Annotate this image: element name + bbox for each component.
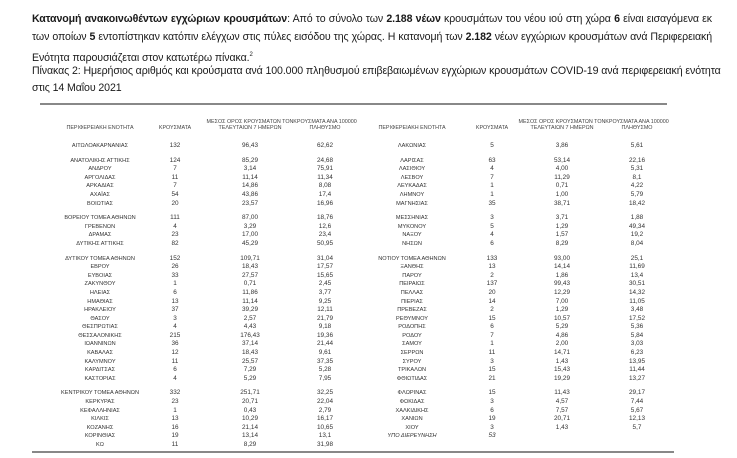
cell-cases: 3 <box>173 314 177 322</box>
cell-cases: 11 <box>171 173 179 181</box>
cell-region: ΑΝΔΡΟΥ <box>88 166 112 173</box>
cell-avg7: 21,14 <box>242 423 258 431</box>
cell-per100k: 9,25 <box>318 297 332 305</box>
cell-per100k: 5,61 <box>630 142 644 149</box>
cell-cases: 4 <box>490 165 494 173</box>
cell-cases: 11 <box>488 349 496 357</box>
cell-per100k: 11,05 <box>629 297 645 305</box>
cell-per100k: 9,18 <box>318 323 332 331</box>
cell-per100k: 5,67 <box>630 406 644 414</box>
cell-cases: 6 <box>490 406 494 414</box>
cell-cases: 12 <box>171 349 179 357</box>
cell-avg7: 14,14 <box>554 263 570 271</box>
header-avg7: ΜΕΣΟΣ ΟΡΟΣ ΚΡΟΥΣΜΑΤΩΝ ΤΟΝ ΤΕΛΕΥΤΑΙΩΝ 7 ΗΜΕΡΩΝ <box>518 118 606 132</box>
cell-cases: 6 <box>490 323 494 331</box>
cell-avg7: 13,14 <box>242 432 258 440</box>
cell-per100k: 5,84 <box>630 331 644 339</box>
cell-region: ΠΕΛΛΑΣ <box>400 289 424 296</box>
cell-region: ΚΟΡΙΝΘΙΑΣ <box>84 433 116 440</box>
intro-text: : Από το σύνολο των <box>287 13 387 25</box>
cell-cases: 11 <box>171 357 179 365</box>
cell-per100k: 49,34 <box>629 222 645 230</box>
cell-avg7: 37,14 <box>242 340 258 348</box>
cell-per100k: 21,79 <box>317 314 333 322</box>
cell-cases: 5 <box>490 222 494 230</box>
intro-text: νέων εγχώριων κρουσμάτων ανά Περιφερειακή Ενότητα παρουσιάζεται στον κατωτέρω πίνακα. <box>32 31 712 64</box>
cell-region: ΚΕΝΤΡΙΚΟΥ ΤΟΜΕΑ ΑΘΗΝΩΝ <box>60 390 139 397</box>
cell-per100k: 22,16 <box>629 156 645 164</box>
cell-cases: 7 <box>490 173 494 181</box>
cell-cases: 124 <box>169 156 181 164</box>
cell-region: ΡΕΘΥΜΝΟΥ <box>396 315 428 322</box>
cell-avg7: 251,71 <box>240 389 260 397</box>
cell-region: ΚΑΒΑΛΑΣ <box>87 350 113 357</box>
intro-text: εντοπίστηκαν κατόπιν ελέγχων στις πύλες εισόδου της χώρας. Η κατανομή των <box>95 31 466 43</box>
header-per100k: ΚΡΟΥΣΜΑΤΑ ΑΝΑ 100000 ΠΛΗΘΥΣΜΟ <box>605 118 669 132</box>
cell-avg7: 20,71 <box>242 398 258 406</box>
cell-cases: 54 <box>171 190 179 198</box>
cell-avg7: 43,86 <box>242 190 258 198</box>
cell-per100k: 31,98 <box>317 441 333 448</box>
cell-region: ΠΡΕΒΕΖΑΣ <box>397 307 427 314</box>
cell-cases: 137 <box>486 280 498 288</box>
cell-avg7: 5,29 <box>243 374 257 382</box>
cell-per100k: 19,36 <box>317 331 333 339</box>
cell-per100k: 5,79 <box>630 190 644 198</box>
intro-text: κρουσμάτων του νέου ιού στη χώρα <box>440 13 615 25</box>
cell-avg7: 11,14 <box>242 297 258 305</box>
cell-region: ΑΡΚΑΔΙΑΣ <box>86 183 114 190</box>
cell-region: ΚΑΡΔΙΤΣΑΣ <box>84 367 116 374</box>
cell-avg7: 2,57 <box>243 314 257 322</box>
cell-per100k: 5,28 <box>318 366 332 374</box>
cell-cases: 3 <box>490 398 494 406</box>
cell-region: ΡΟΔΟΠΗΣ <box>398 324 426 331</box>
cell-avg7: 1,86 <box>555 271 569 279</box>
cell-region: ΑΧΑΪΑΣ <box>90 191 110 198</box>
cell-per100k: 62,62 <box>317 142 333 149</box>
cell-avg7: 38,71 <box>554 199 570 207</box>
cell-cases: 1 <box>490 340 494 348</box>
cell-region: ΚΩ <box>96 442 104 448</box>
cell-per100k: 37,35 <box>317 357 333 365</box>
intro-imported: 6 <box>614 13 620 25</box>
cell-per100k: 13,1 <box>318 432 332 440</box>
cell-region: ΧΑΝΙΩΝ <box>401 416 423 423</box>
cell-avg7: 19,29 <box>554 374 570 382</box>
cell-cases: 152 <box>169 254 181 262</box>
cell-cases: 4 <box>173 374 177 382</box>
cell-avg7: 7,57 <box>555 406 569 414</box>
cell-avg7: 1,29 <box>555 222 569 230</box>
cell-per100k: 7,44 <box>630 398 644 406</box>
cell-region: ΚΕΡΚΥΡΑΣ <box>85 399 115 406</box>
cell-cases: 3 <box>490 214 494 222</box>
cell-region: ΕΥΒΟΙΑΣ <box>87 272 113 279</box>
cell-region: ΛΑΡΙΣΑΣ <box>400 157 424 164</box>
cell-avg7: 23,57 <box>242 199 258 207</box>
cell-per100k: 18,76 <box>317 214 333 222</box>
cell-avg7: 93,00 <box>554 254 570 262</box>
cell-region: ΚΕΦΑΛΛΗΝΙΑΣ <box>80 407 120 414</box>
cell-per100k: 15,65 <box>317 271 333 279</box>
cell-region: ΔΥΤΙΚΟΥ ΤΟΜΕΑ ΑΘΗΝΩΝ <box>65 255 135 262</box>
cell-avg7: 5,29 <box>555 323 569 331</box>
cell-cases: 20 <box>171 199 179 207</box>
cell-per100k: 30,51 <box>629 280 645 288</box>
cell-region: ΤΡΙΚΑΛΩΝ <box>397 367 427 374</box>
cell-cases: 82 <box>171 239 179 247</box>
cell-cases: 6 <box>173 288 177 296</box>
cell-cases: 19 <box>488 415 496 423</box>
cell-cases: 4 <box>173 222 177 230</box>
cell-region: ΣΑΜΟΥ <box>402 341 422 348</box>
cell-avg7: 8,29 <box>243 441 257 448</box>
cell-avg7: 18,43 <box>242 349 258 357</box>
cell-region: ΘΑΣΟΥ <box>90 315 110 322</box>
cell-per100k: 1,88 <box>630 214 644 222</box>
cell-region: ΓΡΕΒΕΝΩΝ <box>84 223 116 230</box>
cell-avg7: 17,00 <box>242 231 258 239</box>
cell-cases: 26 <box>171 263 179 271</box>
header-cases: ΚΡΟΥΣΜΑΤΑ <box>475 125 509 132</box>
cell-per100k: 23,4 <box>318 231 332 239</box>
cell-cases: 23 <box>171 398 179 406</box>
cell-per100k: 4,22 <box>630 182 644 190</box>
cell-cases: 15 <box>488 389 496 397</box>
cell-region: ΒΟΡΕΙΟΥ ΤΟΜΕΑ ΑΘΗΝΩΝ <box>64 215 136 222</box>
cell-avg7: 99,43 <box>554 280 570 288</box>
cell-cases: 33 <box>171 271 179 279</box>
cell-per100k: 5,31 <box>630 165 644 173</box>
cell-per100k: 8,04 <box>630 239 644 247</box>
cell-region: ΠΑΡΟΥ <box>402 272 422 279</box>
cell-avg7: 0,71 <box>243 280 257 288</box>
cell-avg7: 10,57 <box>554 314 570 322</box>
cell-cases: 2 <box>490 306 494 314</box>
cell-avg7: 176,43 <box>240 331 260 339</box>
cell-region: ΧΑΛΚΙΔΙΚΗΣ <box>395 407 429 414</box>
cell-avg7: 20,71 <box>554 415 570 423</box>
cell-per100k: 19,2 <box>630 231 644 239</box>
cell-cases: 20 <box>488 288 496 296</box>
cell-region: ΚΙΛΚΙΣ <box>91 416 109 423</box>
cell-per100k: 32,25 <box>317 389 333 397</box>
cell-cases: 1 <box>173 280 177 288</box>
cell-cases: 1 <box>173 406 177 414</box>
intro-lead: Κατανομή ανακοινωθέντων εγχώριων κρουσμάτων <box>32 13 288 25</box>
cell-cases: 13 <box>171 415 179 423</box>
cell-region: ΛΗΜΝΟΥ <box>399 191 425 198</box>
cell-avg7: 4,00 <box>555 165 569 173</box>
cell-avg7: 1,43 <box>555 357 569 365</box>
cell-cases: 111 <box>170 214 180 222</box>
cell-per100k: 6,23 <box>630 349 644 357</box>
cell-cases: 6 <box>173 366 177 374</box>
cell-cases: 1 <box>490 190 494 198</box>
cell-region: ΦΘΙΩΤΙΔΑΣ <box>396 375 428 382</box>
cell-avg7: 4,86 <box>555 331 569 339</box>
cell-per100k: 8,1 <box>632 173 642 181</box>
cell-per100k: 17,57 <box>317 263 333 271</box>
cell-avg7: 109,71 <box>240 254 260 262</box>
cell-per100k: 22,04 <box>317 398 333 406</box>
cell-region: ΘΕΣΠΡΩΤΙΑΣ <box>82 324 118 331</box>
cell-per100k: 16,17 <box>317 415 333 423</box>
cell-per100k: 2,79 <box>318 406 332 414</box>
cell-avg7: 1,00 <box>555 190 569 198</box>
cell-avg7: 3,71 <box>555 214 569 222</box>
cell-per100k: 14,32 <box>629 288 645 296</box>
cell-avg7: 3,29 <box>243 222 257 230</box>
cell-cases: 5 <box>490 142 494 149</box>
cell-avg7: 0,71 <box>555 182 569 190</box>
cell-avg7: 96,43 <box>242 142 258 149</box>
cell-region: ΝΑΞΟΥ <box>402 232 422 239</box>
cell-avg7: 12,29 <box>554 288 570 296</box>
table-bottom-rule <box>32 451 674 453</box>
cell-region: ΗΜΑΘΙΑΣ <box>87 298 113 305</box>
footnote-ref[interactable]: 2 <box>249 52 253 58</box>
cell-per100k: 5,36 <box>630 323 644 331</box>
cell-region: ΔΡΑΜΑΣ <box>88 232 112 239</box>
cell-avg7: 45,29 <box>242 239 258 247</box>
table-caption: Πίνακας 2: Ημερήσιος αριθμός και κρούσματα ανά 100.000 πληθυσμού επιβεβαιωμένων εγχώριων κρουσμάτων COVID-19 ανά περιφερειακή ενότητα στις 14 Μαΐου 2021 <box>32 65 721 94</box>
cell-per100k: 18,42 <box>629 199 645 207</box>
cell-region: ΙΩΑΝΝΙΝΩΝ <box>84 341 116 348</box>
intro-total: 2.188 νέων <box>386 13 441 25</box>
cell-cases: 7 <box>173 182 177 190</box>
cell-region: ΜΕΣΣΗΝΙΑΣ <box>395 215 429 222</box>
cell-per100k: 13,4 <box>630 271 644 279</box>
cell-avg7: 15,43 <box>554 366 570 374</box>
cell-per100k: 29,17 <box>629 389 645 397</box>
cell-per100k: 8,08 <box>318 182 332 190</box>
cell-region: ΜΑΓΝΗΣΙΑΣ <box>396 200 428 207</box>
cell-region: ΣΥΡΟΥ <box>402 358 422 365</box>
cell-cases: 13 <box>171 297 179 305</box>
cell-avg7: 53,14 <box>554 156 570 164</box>
cell-region: ΚΑΛΥΜΝΟΥ <box>84 358 116 365</box>
cell-avg7: 11,43 <box>554 389 570 397</box>
cell-cases: 16 <box>171 423 179 431</box>
cell-region: ΝΟΤΙΟΥ ΤΟΜΕΑ ΑΘΗΝΩΝ <box>378 255 446 262</box>
cell-region: ΖΑΚΥΝΘΟΥ <box>84 281 116 288</box>
cell-cases: 215 <box>169 331 181 339</box>
cell-region: ΗΛΕΙΑΣ <box>89 289 111 296</box>
cell-avg7: 87,00 <box>242 214 258 222</box>
cell-per100k: 3,03 <box>630 340 644 348</box>
cell-per100k: 24,68 <box>317 156 333 164</box>
cell-avg7: 14,86 <box>242 182 258 190</box>
cell-avg7: 8,29 <box>555 239 569 247</box>
cell-cases: 11 <box>171 441 179 448</box>
cell-avg7: 1,43 <box>555 423 569 431</box>
cell-cases: 3 <box>490 423 494 431</box>
cell-avg7: 25,57 <box>242 357 258 365</box>
cell-per100k: 13,27 <box>629 374 645 382</box>
cell-region: ΑΝΑΤΟΛΙΚΗΣ ΑΤΤΙΚΗΣ <box>70 157 130 164</box>
cell-per100k: 9,61 <box>318 349 332 357</box>
cell-cases: 36 <box>171 340 179 348</box>
cell-per100k: 11,44 <box>629 366 645 374</box>
cell-region: ΧΙΟΥ <box>405 424 419 431</box>
cell-cases: 132 <box>169 142 181 149</box>
cell-avg7: 10,29 <box>242 415 258 423</box>
cell-per100k: 12,13 <box>629 415 645 423</box>
cell-region: ΠΕΙΡΑΙΩΣ <box>399 281 425 288</box>
cell-cases: 7 <box>173 165 177 173</box>
intro-paragraph <box>32 10 712 67</box>
cell-per100k: 16,96 <box>317 199 333 207</box>
cell-per100k: 13,95 <box>629 357 645 365</box>
cell-per100k: 12,11 <box>317 306 333 314</box>
cell-avg7: 14,71 <box>554 349 570 357</box>
cell-avg7: 27,57 <box>242 271 258 279</box>
cell-avg7: 18,43 <box>242 263 258 271</box>
cell-per100k: 25,1 <box>630 254 644 262</box>
cell-region: ΗΡΑΚΛΕΙΟΥ <box>84 307 116 314</box>
intro-text: είναι εισαγόμενα εκ των οποίων <box>32 13 712 43</box>
cell-region: ΔΥΤΙΚΗΣ ΑΤΤΙΚΗΣ <box>76 240 124 247</box>
cell-region: ΕΒΡΟΥ <box>90 264 110 271</box>
cell-avg7: 1,57 <box>555 231 569 239</box>
cell-per100k: 17,52 <box>629 314 645 322</box>
cell-per100k: 11,69 <box>629 263 645 271</box>
cell-per100k: 31,04 <box>317 254 333 262</box>
cell-cases: 35 <box>488 199 496 207</box>
header-avg7: ΜΕΣΟΣ ΟΡΟΣ ΚΡΟΥΣΜΑΤΩΝ ΤΟΝ ΤΕΛΕΥΤΑΙΩΝ 7 ΗΜΕΡΩΝ <box>206 118 294 132</box>
cell-region: ΝΗΣΩΝ <box>402 240 422 247</box>
cell-region: ΡΟΔΟΥ <box>402 332 422 339</box>
cell-avg7: 85,29 <box>242 156 258 164</box>
cell-per100k: 7,95 <box>318 374 332 382</box>
cell-avg7: 1,29 <box>555 306 569 314</box>
cell-cases: 332 <box>169 389 181 397</box>
cell-per100k: 3,48 <box>630 306 644 314</box>
cell-avg7: 4,57 <box>555 398 569 406</box>
cell-region: ΒΟΙΩΤΙΑΣ <box>87 200 113 207</box>
cell-region: ΘΕΣΣΑΛΟΝΙΚΗΣ <box>78 332 122 339</box>
cell-avg7: 3,14 <box>243 165 257 173</box>
cell-region: ΑΙΤΩΛΟΑΚΑΡΝΑΝΙΑΣ <box>71 143 129 149</box>
cell-cases: 63 <box>488 156 496 164</box>
cell-region: ΠΙΕΡΙΑΣ <box>401 298 423 305</box>
cell-per100k: 3,77 <box>318 288 332 296</box>
cell-cases: 4 <box>490 231 494 239</box>
cell-per100k: 5,7 <box>632 423 642 431</box>
header-cases: ΚΡΟΥΣΜΑΤΑ <box>158 125 192 132</box>
header-region: ΠΕΡΙΦΕΡΕΙΑΚΗ ΕΝΟΤΗΤΑ <box>378 125 446 132</box>
cell-cases: 15 <box>488 314 496 322</box>
cell-region: ΦΛΩΡΙΝΑΣ <box>397 390 427 397</box>
cell-region: ΜΥΚΟΝΟΥ <box>397 223 427 230</box>
cell-avg7: 11,14 <box>242 173 258 181</box>
cell-region: ΥΠΟ ΔΙΕΡΕΥΝΗΣΗ <box>387 433 437 440</box>
cell-cases: 53 <box>488 432 496 440</box>
header-region: ΠΕΡΙΦΕΡΕΙΑΚΗ ΕΝΟΤΗΤΑ <box>66 125 134 132</box>
cell-avg7: 11,86 <box>242 288 258 296</box>
header-per100k: ΚΡΟΥΣΜΑΤΑ ΑΝΑ 100000 ΠΛΗΘΥΣΜΟ <box>293 118 357 132</box>
cell-per100k: 11,34 <box>317 173 333 181</box>
cell-cases: 37 <box>171 306 179 314</box>
cell-cases: 4 <box>173 323 177 331</box>
cell-per100k: 50,95 <box>317 239 333 247</box>
intro-border: 5 <box>89 31 96 43</box>
cell-per100k: 10,65 <box>317 423 333 431</box>
cell-avg7: 7,00 <box>555 297 569 305</box>
cell-avg7: 11,29 <box>554 173 570 181</box>
cell-cases: 19 <box>171 432 179 440</box>
cell-region: ΛΕΥΚΑΔΑΣ <box>397 183 427 190</box>
cell-cases: 23 <box>171 231 179 239</box>
cell-region: ΚΟΖΑΝΗΣ <box>86 424 114 431</box>
cell-cases: 15 <box>488 366 496 374</box>
cell-cases: 2 <box>490 271 494 279</box>
cell-cases: 7 <box>490 331 494 339</box>
cell-per100k: 21,44 <box>317 340 333 348</box>
cell-avg7: 7,29 <box>243 366 257 374</box>
cell-per100k: 75,91 <box>317 165 333 173</box>
cell-region: ΣΕΡΡΩΝ <box>400 350 424 357</box>
cell-region: ΞΑΝΘΗΣ <box>400 264 424 271</box>
cell-region: ΛΕΣΒΟΥ <box>400 174 424 181</box>
cell-cases: 13 <box>488 263 496 271</box>
cell-cases: 21 <box>488 374 496 382</box>
cell-per100k: 12,6 <box>318 222 332 230</box>
cell-cases: 3 <box>490 357 494 365</box>
cell-cases: 1 <box>490 182 494 190</box>
cell-region: ΛΑΣΙΘΙΟΥ <box>398 166 426 173</box>
cell-avg7: 4,43 <box>243 323 257 331</box>
cell-region: ΛΑΚΩΝΙΑΣ <box>397 143 427 149</box>
cell-avg7: 39,29 <box>242 306 258 314</box>
table-top-rule <box>40 103 667 105</box>
cell-cases: 133 <box>486 254 498 262</box>
cell-region: ΦΩΚΙΔΑΣ <box>399 399 425 406</box>
cell-avg7: 3,86 <box>555 142 569 149</box>
cell-cases: 6 <box>490 239 494 247</box>
intro-domestic: 2.182 <box>465 31 492 43</box>
cell-avg7: 2,00 <box>555 340 569 348</box>
cell-per100k: 2,45 <box>318 280 332 288</box>
cell-cases: 14 <box>488 297 496 305</box>
cell-avg7: 0,43 <box>243 406 257 414</box>
cell-region: ΑΡΓΟΛΙΔΑΣ <box>84 174 116 181</box>
cell-per100k: 17,4 <box>318 190 332 198</box>
cell-region: ΚΑΣΤΟΡΙΑΣ <box>84 375 116 382</box>
